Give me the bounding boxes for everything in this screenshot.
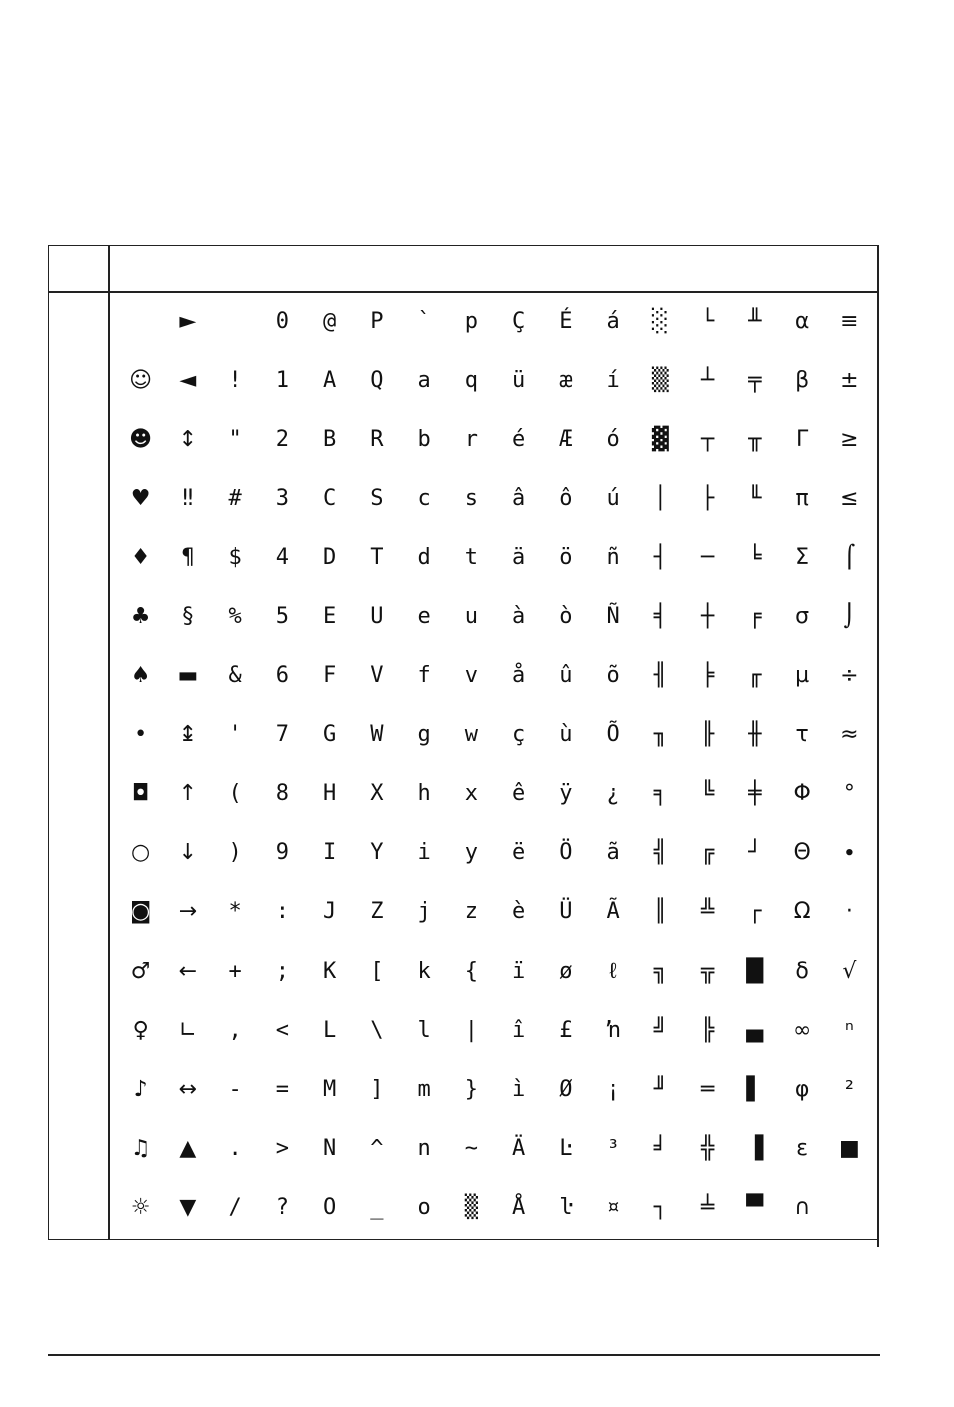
char-cell: ├ [701, 485, 715, 511]
char-cell: ▬ [177, 663, 199, 689]
char-cell: B [323, 426, 337, 452]
char-cell: A [323, 367, 337, 393]
char-cell: í [606, 367, 620, 393]
char-cell: ] [370, 1076, 384, 1102]
char-cell: ╓ [748, 663, 762, 689]
char-cell: â [512, 485, 526, 511]
char-cell: 5 [275, 604, 289, 630]
char-cell: ≈ [840, 722, 859, 748]
char-cell: D [323, 544, 337, 570]
char-cell: i [417, 840, 431, 866]
char-cell: ◄ [179, 367, 197, 393]
char-cell: o [417, 1194, 431, 1220]
char-cell: > [275, 1135, 289, 1161]
char-cell: α [794, 308, 810, 334]
char-cell: ▓ [651, 426, 669, 452]
char-cell: I [323, 840, 337, 866]
char-cell: π [795, 485, 809, 511]
char-cell: = [275, 1076, 289, 1102]
char-cell: ╗ [653, 958, 667, 984]
char-cell: ¤ [606, 1194, 620, 1220]
char-cell: @ [323, 308, 337, 334]
char-cell: ♥ [130, 485, 151, 511]
char-cell: ÷ [840, 663, 859, 689]
char-cell: ≡ [840, 308, 859, 334]
char-cell: δ [795, 958, 809, 984]
char-cell: ℓ [606, 958, 620, 984]
char-cell: ♫ [130, 1135, 151, 1161]
char-cell: J [323, 899, 337, 925]
char-cell: ┌ [748, 899, 762, 925]
char-cell: L [323, 1017, 337, 1043]
char-cell: Ω [793, 899, 811, 925]
char-cell: ' [228, 722, 242, 748]
char-cell: û [559, 663, 573, 689]
char-cell: å [512, 663, 526, 689]
char-cell: φ [794, 1076, 810, 1102]
char-cell: U [370, 604, 384, 630]
char-cell: # [228, 485, 242, 511]
char-cell: / [228, 1194, 242, 1220]
char-cell: ╤ [748, 367, 762, 393]
char-cell: ó [606, 426, 620, 452]
char-cell: c [417, 485, 431, 511]
char-cell: ε [796, 1135, 809, 1161]
char-cell: £ [559, 1017, 573, 1043]
char-cell: á [606, 308, 620, 334]
char-cell: ▼ [179, 1194, 197, 1220]
char-cell: • [134, 722, 148, 748]
char-cell: ↕ [178, 426, 198, 452]
char-cell: ║ [653, 899, 667, 925]
char-cell: : [275, 899, 289, 925]
char-cell: ▐ [746, 1135, 764, 1161]
char-cell: e [417, 604, 431, 630]
char-cell: ╕ [653, 781, 667, 807]
char-cell: u [464, 604, 478, 630]
char-cell: Φ [793, 781, 811, 807]
char-cell: V [370, 663, 384, 689]
char-cell: 2 [275, 426, 289, 452]
char-cell: q [464, 367, 478, 393]
char-cell: ♀ [132, 1017, 149, 1043]
char-cell: ╟ [701, 722, 715, 748]
char-cell: v [464, 663, 478, 689]
char-cell: s [464, 485, 478, 511]
char-cell: ░ [651, 308, 669, 334]
char-cell: ; [275, 958, 289, 984]
char-cell: ♣ [130, 604, 151, 630]
char-cell: ≤ [840, 485, 859, 511]
char-cell: ♦ [130, 544, 151, 570]
char-cell: ⌡ [843, 604, 856, 630]
char-cell: 0 [275, 308, 289, 334]
char-cell: { [464, 958, 478, 984]
char-cell: ŉ [606, 1017, 620, 1043]
char-cell: è [512, 899, 526, 925]
char-cell: ╜ [653, 1076, 667, 1102]
row-header-divider [108, 245, 110, 1240]
char-cell: · [845, 899, 853, 925]
char-cell: ö [559, 544, 573, 570]
char-cell: < [275, 1017, 289, 1043]
char-cell: ü [512, 367, 526, 393]
char-cell: - [228, 1076, 242, 1102]
char-cell: ╞ [701, 663, 715, 689]
char-cell: ╥ [748, 426, 762, 452]
char-cell: Ç [512, 308, 526, 334]
char-cell: " [228, 426, 242, 452]
char-cell: 3 [275, 485, 289, 511]
char-cell: ± [840, 367, 859, 393]
char-cell: τ [795, 722, 809, 748]
char-cell: , [228, 1017, 242, 1043]
char-cell: Z [370, 899, 384, 925]
char-cell: ▒ [651, 367, 669, 393]
char-cell: Ø [559, 1076, 573, 1102]
char-cell: õ [606, 663, 620, 689]
char-cell: ! [228, 367, 242, 393]
char-cell: l [417, 1017, 431, 1043]
char-cell: S [370, 485, 384, 511]
char-cell: P [370, 308, 384, 334]
char-cell: n [417, 1135, 431, 1161]
char-cell: r [464, 426, 478, 452]
char-cell: ♠ [130, 663, 151, 689]
char-cell: ( [228, 781, 242, 807]
char-cell: ► [179, 308, 197, 334]
char-cell: ) [228, 840, 242, 866]
char-cell: ☼ [130, 1194, 151, 1220]
char-cell: ŀ [559, 1194, 573, 1220]
char-cell: m [417, 1076, 431, 1102]
char-cell: ê [512, 781, 526, 807]
char-cell: ¶ [180, 544, 195, 570]
char-cell: g [417, 722, 431, 748]
char-cell: Å [512, 1194, 526, 1220]
char-cell: ╒ [748, 604, 762, 630]
char-cell: ╠ [701, 1017, 715, 1043]
char-cell: ì [512, 1076, 526, 1102]
char-cell: ╡ [653, 604, 667, 630]
char-cell: ═ [701, 1076, 715, 1102]
char-cell: █ [746, 958, 764, 984]
char-cell: § [182, 604, 194, 630]
char-cell: ã [606, 840, 620, 866]
char-cell: ╦ [701, 958, 715, 984]
char-cell: ╛ [653, 1135, 667, 1161]
char-cell: Θ [793, 840, 811, 866]
char-cell: └ [701, 308, 715, 334]
char-cell: ² [844, 1076, 854, 1102]
char-cell: _ [370, 1194, 384, 1220]
char-cell: Y [370, 840, 384, 866]
char-cell: + [228, 958, 242, 984]
char-cell: ° [843, 781, 855, 807]
char-cell: ô [559, 485, 573, 511]
char-cell: ▒ [464, 1194, 478, 1220]
char-cell: 9 [275, 840, 289, 866]
char-cell: ` [417, 308, 431, 334]
char-cell: f [417, 663, 431, 689]
char-cell: î [512, 1017, 526, 1043]
char-cell [117, 292, 164, 351]
char-cell: k [417, 958, 431, 984]
char-cell: | [464, 1017, 478, 1043]
character-grid [117, 292, 873, 1238]
char-cell: ä [512, 544, 526, 570]
char-cell: ▄ [746, 1017, 764, 1043]
char-cell: ↓ [178, 840, 198, 866]
char-cell: Ŀ [559, 1135, 573, 1161]
footer-rule [48, 1354, 880, 1356]
char-cell [826, 1178, 873, 1237]
char-cell: ┐ [653, 1194, 667, 1220]
char-cell: ▲ [179, 1135, 197, 1161]
char-cell: ╣ [653, 840, 667, 866]
char-cell: h [417, 781, 431, 807]
char-cell: ╨ [748, 308, 762, 334]
char-cell: R [370, 426, 384, 452]
char-cell: w [464, 722, 478, 748]
char-cell: 6 [275, 663, 289, 689]
char-cell: ╖ [653, 722, 667, 748]
char-cell: √ [842, 958, 857, 984]
char-cell: ╧ [701, 1194, 715, 1220]
table-right-border [877, 245, 879, 1247]
char-cell: ï [512, 958, 526, 984]
char-cell: ? [275, 1194, 289, 1220]
char-cell: ○ [131, 840, 151, 866]
char-cell: [ [370, 958, 384, 984]
char-cell: N [323, 1135, 337, 1161]
char-cell: ≥ [840, 426, 859, 452]
char-cell: ∙ [842, 840, 857, 866]
char-cell: ù [559, 722, 573, 748]
char-cell: Ä [512, 1135, 526, 1161]
char-cell: ▀ [746, 1194, 764, 1220]
char-cell: │ [653, 485, 667, 511]
char-cell: ┤ [653, 544, 667, 570]
char-cell: ─ [701, 544, 715, 570]
char-cell: ╬ [701, 1135, 715, 1161]
char-cell: } [464, 1076, 478, 1102]
char-cell: ╢ [653, 663, 667, 689]
char-cell: a [417, 367, 431, 393]
char-cell: µ [795, 663, 810, 689]
char-cell: ³ [606, 1135, 620, 1161]
char-cell: 4 [275, 544, 289, 570]
char-cell: ¡ [606, 1076, 620, 1102]
char-cell: ^ [370, 1135, 384, 1161]
char-cell: * [228, 899, 242, 925]
char-cell: ∞ [792, 1017, 812, 1043]
char-cell: ~ [464, 1135, 478, 1161]
char-cell: E [323, 604, 337, 630]
char-cell: ↑ [178, 781, 198, 807]
char-cell: Σ [795, 544, 810, 570]
char-cell: T [370, 544, 384, 570]
char-cell: p [464, 308, 478, 334]
char-cell: ú [606, 485, 620, 511]
char-cell: G [323, 722, 337, 748]
char-cell: ┼ [701, 604, 715, 630]
char-cell: ◙ [129, 899, 152, 925]
char-cell: ■ [838, 1135, 860, 1161]
char-cell: ┴ [701, 367, 715, 393]
char-cell: ┬ [701, 426, 715, 452]
char-cell: Ö [559, 840, 573, 866]
char-cell: M [323, 1076, 337, 1102]
char-cell: ╘ [748, 544, 762, 570]
column-header-cell [110, 246, 876, 290]
char-cell: ∟ [178, 1017, 198, 1043]
char-cell: F [323, 663, 337, 689]
char-cell: \ [370, 1017, 384, 1043]
char-cell: β [795, 367, 810, 393]
char-cell [212, 292, 259, 351]
char-cell: ╪ [748, 781, 762, 807]
char-cell: O [323, 1194, 337, 1220]
char-cell: ☻ [129, 426, 153, 452]
char-cell: Õ [606, 722, 620, 748]
char-cell: x [464, 781, 478, 807]
char-cell: . [228, 1135, 242, 1161]
char-cell: Q [370, 367, 384, 393]
char-cell: ╩ [701, 899, 715, 925]
char-cell: ‼ [182, 485, 194, 511]
char-cell: ╝ [653, 1017, 667, 1043]
char-cell: σ [795, 604, 810, 630]
char-cell: Ñ [606, 604, 620, 630]
char-cell: ← [178, 958, 198, 984]
char-cell: é [512, 426, 526, 452]
char-cell: ò [559, 604, 573, 630]
char-cell: ø [559, 958, 573, 984]
char-cell: t [464, 544, 478, 570]
char-cell: ¿ [606, 781, 620, 807]
char-cell: $ [228, 544, 242, 570]
char-cell: 8 [275, 781, 289, 807]
char-cell: Ã [606, 899, 620, 925]
char-cell: Ü [559, 899, 573, 925]
char-cell: Æ [559, 426, 573, 452]
char-cell: ╚ [701, 781, 715, 807]
char-cell: ÿ [559, 781, 573, 807]
char-cell: ⁿ [844, 1017, 854, 1043]
char-cell: ç [512, 722, 526, 748]
char-cell: 7 [275, 722, 289, 748]
char-cell: É [559, 308, 573, 334]
char-cell: ë [512, 840, 526, 866]
char-cell: ╙ [748, 485, 762, 511]
char-cell: ∩ [794, 1194, 811, 1220]
char-cell: ┘ [748, 840, 762, 866]
char-cell: ◘ [131, 781, 150, 807]
char-cell: d [417, 544, 431, 570]
char-cell: ñ [606, 544, 620, 570]
char-cell: y [464, 840, 478, 866]
char-cell: z [464, 899, 478, 925]
char-cell: ↨ [178, 722, 198, 748]
char-cell: à [512, 604, 526, 630]
char-cell: ╔ [701, 840, 715, 866]
char-cell: ♂ [130, 958, 151, 984]
char-cell: ⌠ [843, 544, 856, 570]
char-cell: j [417, 899, 431, 925]
char-cell: Γ [795, 426, 809, 452]
char-cell: ▌ [746, 1076, 764, 1102]
char-cell: ↔ [178, 1076, 198, 1102]
char-cell: b [417, 426, 431, 452]
char-cell: → [178, 899, 198, 925]
char-cell: X [370, 781, 384, 807]
char-cell: W [370, 722, 384, 748]
char-cell: & [228, 663, 242, 689]
char-cell: ☺ [129, 367, 153, 393]
char-cell: K [323, 958, 337, 984]
char-cell: æ [559, 367, 573, 393]
header-corner-cell [49, 246, 107, 290]
char-cell: 1 [275, 367, 289, 393]
char-cell: ♪ [133, 1076, 148, 1102]
char-cell: ╫ [748, 722, 762, 748]
char-cell: % [228, 604, 242, 630]
char-cell: H [323, 781, 337, 807]
char-cell: C [323, 485, 337, 511]
